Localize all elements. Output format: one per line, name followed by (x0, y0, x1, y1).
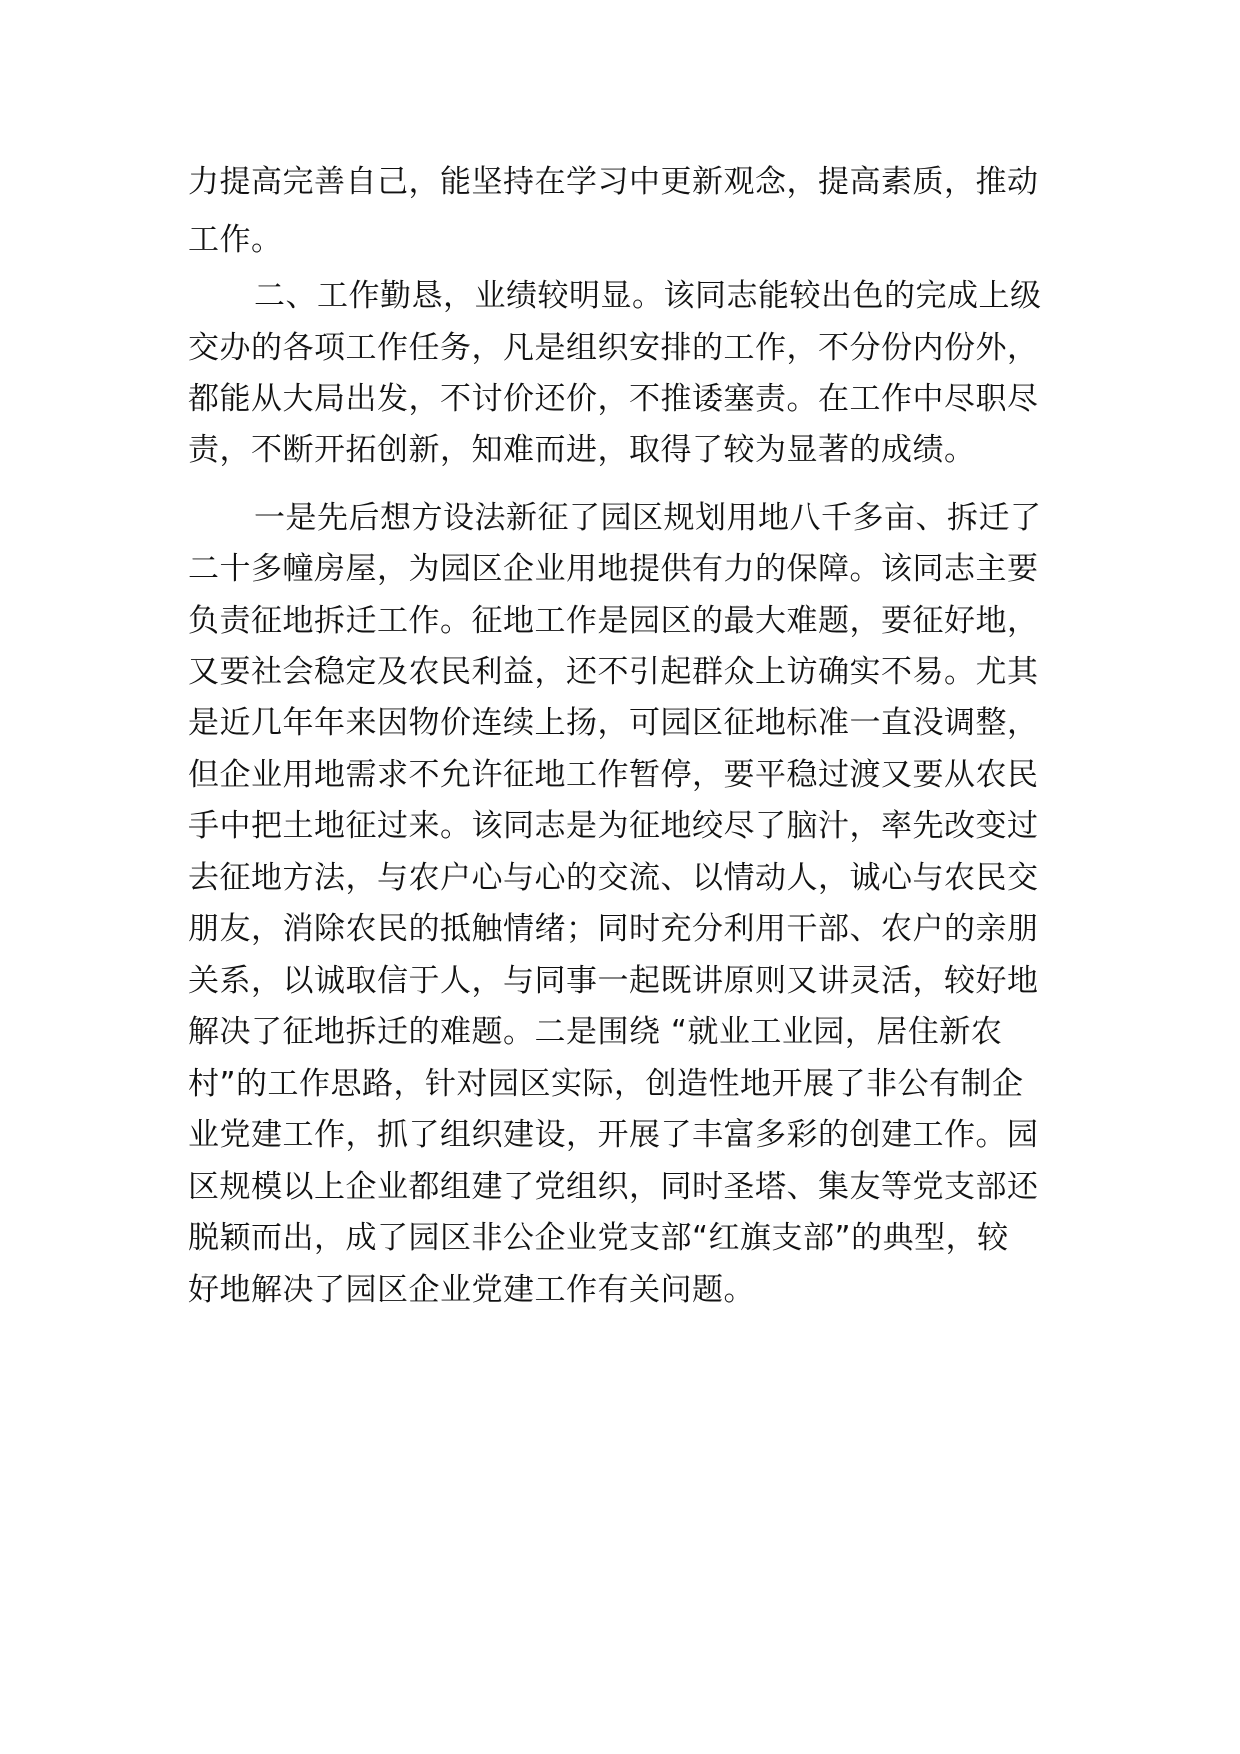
text-line: 业党建工作，抓了组织建设，开展了丰富多彩的创建工作。园 (188, 1117, 1039, 1153)
text-line: 都能从大局出发，不讨价还价，不推诿塞责。在工作中尽职尽 (188, 381, 1039, 417)
text-line: 朋友，消除农民的抵触情绪；同时充分利用干部、农户的亲朋 (188, 911, 1039, 947)
text-line: 是近几年年来因物价连续上扬，可园区征地标准一直没调整， (188, 705, 1039, 741)
text-line: 二、工作勤恳，业绩较明显。该同志能较出色的完成上级 (254, 278, 1042, 314)
text-line: 脱颖而出，成了园区非公企业党支部“红旗支部”的典型，较 (188, 1220, 1009, 1256)
text-line: 一是先后想方设法新征了园区规划用地八千多亩、拆迁了 (254, 500, 1042, 536)
text-line: 工作。 (188, 222, 283, 258)
text-line: 解决了征地拆迁的难题。二是围绕 “就业工业园，居住新农 (188, 1014, 1003, 1050)
text-line: 区规模以上企业都组建了党组织，同时圣塔、集友等党支部还 (188, 1169, 1039, 1205)
text-line: 力提高完善自己，能坚持在学习中更新观念，提高素质，推动 (188, 164, 1039, 200)
text-line: 又要社会稳定及农民利益，还不引起群众上访确实不易。尤其 (188, 654, 1039, 690)
text-line: 村”的工作思路，针对园区实际，创造性地开展了非公有制企 (188, 1066, 1024, 1102)
text-line: 二十多幢房屋，为园区企业用地提供有力的保障。该同志主要 (188, 551, 1039, 587)
text-line: 手中把土地征过来。该同志是为征地绞尽了脑汁，率先改变过 (188, 808, 1039, 844)
text-line: 交办的各项工作任务，凡是组织安排的工作，不分份内份外， (188, 330, 1039, 366)
text-line: 但企业用地需求不允许征地工作暂停，要平稳过渡又要从农民 (188, 757, 1039, 793)
text-line: 责，不断开拓创新，知难而进，取得了较为显著的成绩。 (188, 432, 976, 468)
text-line: 去征地方法，与农户心与心的交流、以情动人，诚心与农民交 (188, 860, 1039, 896)
text-line: 好地解决了园区企业党建工作有关问题。 (188, 1272, 755, 1308)
text-line: 负责征地拆迁工作。征地工作是园区的最大难题，要征好地， (188, 603, 1039, 639)
text-line: 关系，以诚取信于人，与同事一起既讲原则又讲灵活，较好地 (188, 963, 1039, 999)
